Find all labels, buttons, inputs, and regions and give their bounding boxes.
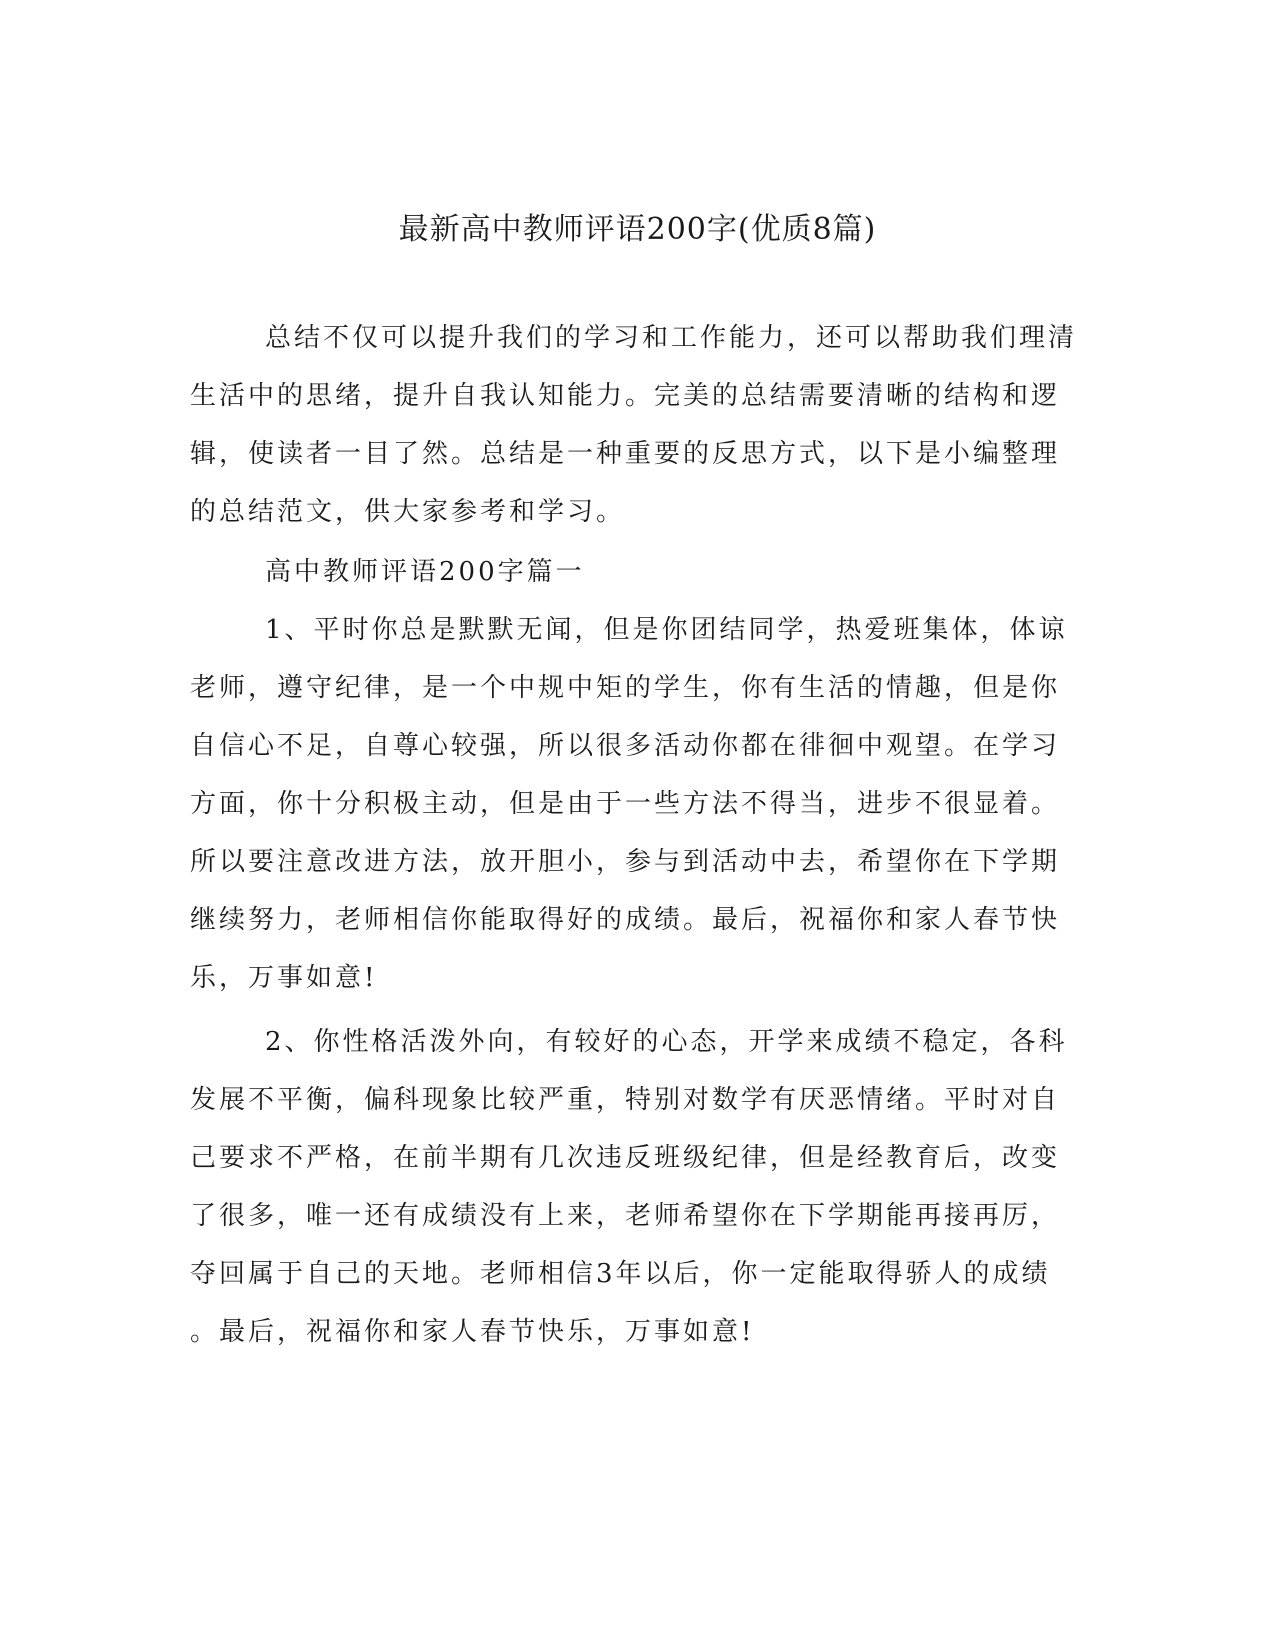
comment-line: 2、你性格活泼外向，有较好的心态，开学来成绩不稳定，各科 [265,1027,1068,1057]
comment-line: 己要求不严格，在前半期有几次违反班级纪律，但是经教育后，改变 [190,1143,1061,1173]
comment-line: 继续努力，老师相信你能取得好的成绩。最后，祝福你和家人春节快 [190,905,1061,935]
comment-line: 了很多，唯一还有成绩没有上来，老师希望你在下学期能再接再厉， [190,1201,1061,1231]
document-title: 最新高中教师评语200字(优质8篇) [398,212,877,247]
section-heading: 高中教师评语200字篇一 [265,557,585,587]
comment-line: 。最后，祝福你和家人春节快乐，万事如意! [190,1317,755,1347]
comment-line: 老师，遵守纪律，是一个中规中矩的学生，你有生活的情趣，但是你 [190,673,1061,703]
comment-line: 自信心不足，自尊心较强，所以很多活动你都在徘徊中观望。在学习 [190,731,1061,761]
comment-line: 夺回属于自己的天地。老师相信3年以后，你一定能取得骄人的成绩 [190,1259,1051,1289]
comment-line: 1、平时你总是默默无闻，但是你团结同学，热爱班集体，体谅 [265,615,1068,645]
intro-line: 生活中的思绪，提升自我认知能力。完美的总结需要清晰的结构和逻 [190,381,1061,411]
comment-line: 发展不平衡，偏科现象比较严重，特别对数学有厌恶情绪。平时对自 [190,1085,1061,1115]
intro-line: 辑，使读者一目了然。总结是一种重要的反思方式，以下是小编整理 [190,439,1061,469]
intro-line: 的总结范文，供大家参考和学习。 [190,497,626,527]
comment-line: 乐，万事如意! [190,963,378,993]
intro-line: 总结不仅可以提升我们的学习和工作能力，还可以帮助我们理清 [265,323,1078,353]
comment-line: 所以要注意改进方法，放开胆小，参与到活动中去，希望你在下学期 [190,847,1061,877]
comment-line: 方面，你十分积极主动，但是由于一些方法不得当，进步不很显着。 [190,789,1061,819]
